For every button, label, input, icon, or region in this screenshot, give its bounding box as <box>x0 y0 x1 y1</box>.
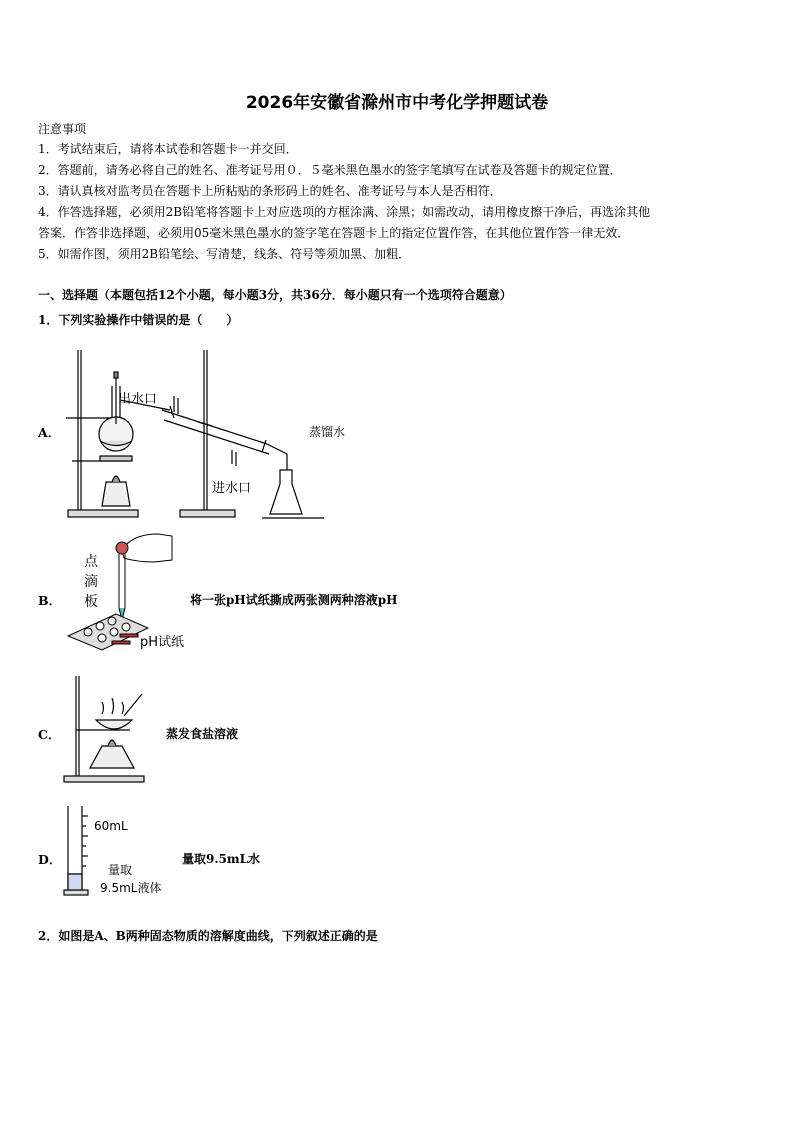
option-a-desc: 蒸馏水 <box>309 425 346 439</box>
evaporation-figure <box>62 672 152 784</box>
distillation-apparatus-figure <box>62 346 332 520</box>
option-b-letter: B． <box>38 593 62 608</box>
page-title: 2026年安徽省滁州市中考化学押题试卷 <box>245 93 549 113</box>
section-heading: 一、选择题（本题包括12个小题，每小题3分，共36分．每小题只有一个选项符合题意） <box>38 288 512 302</box>
volume-label: 9.5mL液体 <box>100 881 162 895</box>
option-d-letter: D． <box>38 852 62 867</box>
question-1-stem: 1．下列实验操作中错误的是（ ） <box>38 313 239 327</box>
option-c-desc: 蒸发食盐溶液 <box>166 727 239 741</box>
notice-item-3: 3．请认真核对监考员在答题卡上所粘贴的条形码上的姓名、准考证号与本人是否相符． <box>38 184 502 198</box>
plate-label-1: 点 <box>84 554 98 570</box>
measure-label: 量取 <box>108 863 133 877</box>
cylinder-capacity-label: 60mL <box>94 819 128 833</box>
plate-label-2: 滴 <box>84 574 98 590</box>
option-b-desc: 将一张pH试纸撕成两张测两种溶液pH <box>190 593 398 607</box>
option-a-letter: A． <box>38 425 61 440</box>
option-d-desc: 量取9.5mL水 <box>182 852 261 866</box>
option-c-letter: C． <box>38 727 61 742</box>
notice-item-1: 1．考试结束后，请将本试卷和答题卡一并交回． <box>38 142 298 156</box>
notice-item-5: 5．如需作图，须用2B铅笔绘、写清楚，线条、符号等须加黑、加粗． <box>38 247 411 261</box>
graduated-cylinder-figure <box>62 804 182 900</box>
water-outlet-label: 出水口 <box>118 392 158 407</box>
ph-paper-label: pH试纸 <box>140 635 185 650</box>
notice-item-4-cont: 答案．作答非选择题，必须用05毫米黑色墨水的签字笔在答题卡上的指定位置作答，在其他位置作答一律无效． <box>38 226 630 240</box>
notice-heading: 注意事项 <box>38 122 87 136</box>
notice-item-2: 2．答题前，请务必将自己的姓名、准考证号用０．５毫米黑色墨水的签字笔填写在试卷及答题卡的规定位置． <box>38 163 622 177</box>
question-2-stem: 2．如图是A、B两种固态物质的溶解度曲线，下列叙述正确的是 <box>38 929 378 943</box>
ph-test-figure <box>62 528 192 656</box>
water-inlet-label: 进水口 <box>212 481 252 496</box>
notice-item-4: 4．作答选择题，必须用2B铅笔将答题卡上对应选项的方框涂满、涂黑；如需改动，请用橡皮擦干净后，再选涂其他 <box>38 205 651 219</box>
plate-label-3: 板 <box>84 594 98 610</box>
